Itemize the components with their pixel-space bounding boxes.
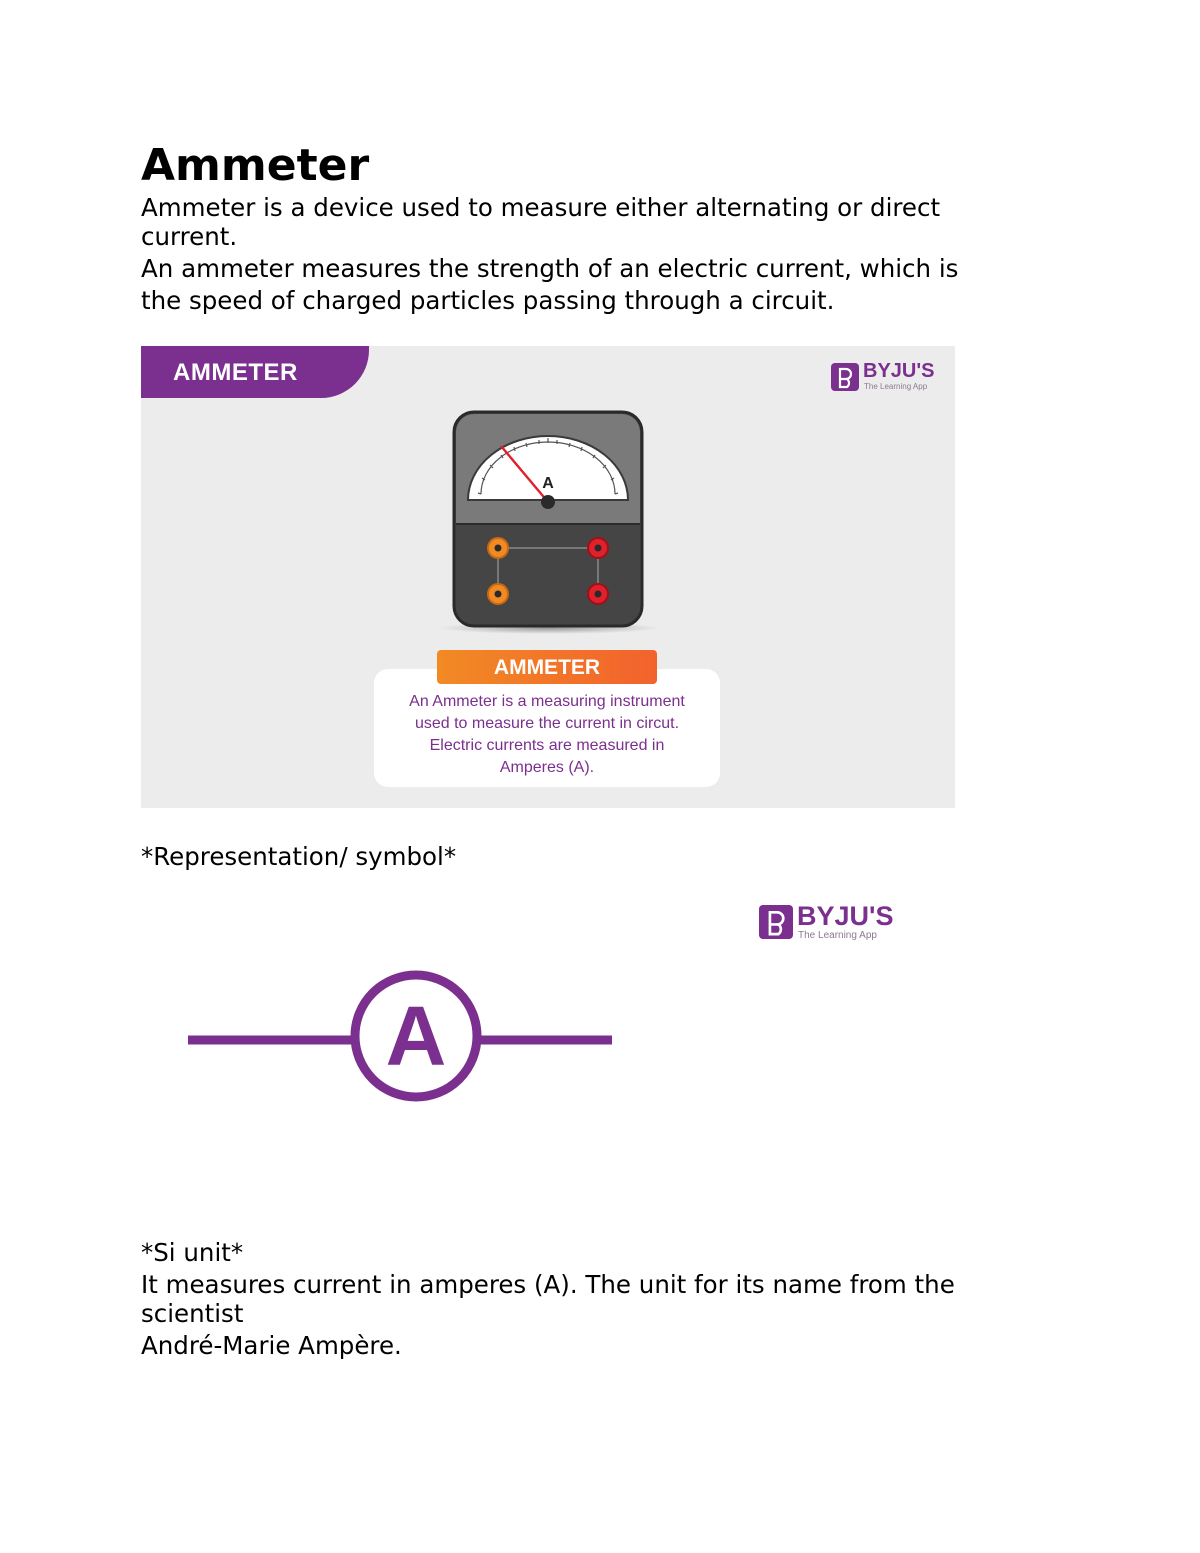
intro-line: Ammeter is a device used to measure either alternating or direct bbox=[141, 193, 941, 222]
logo-word: BYJU'S bbox=[863, 360, 935, 382]
ammeter-symbol-icon bbox=[180, 960, 620, 1110]
caption-line: Electric currents are measured in bbox=[429, 737, 665, 754]
si-unit-section bbox=[141, 1237, 1081, 1362]
si-heading: *Si unit* bbox=[141, 1238, 244, 1267]
intro-line: the speed of charged particles passing through a circuit. bbox=[141, 286, 835, 315]
intro-line: An ammeter measures the strength of an electric current, which is bbox=[141, 254, 959, 283]
meter-letter: A bbox=[542, 475, 554, 492]
byjus-logo-mark-icon bbox=[759, 905, 793, 939]
byjus-logo-mark-icon bbox=[831, 363, 859, 391]
ammeter-device-icon bbox=[441, 406, 661, 636]
caption-line: Amperes (A). bbox=[499, 759, 595, 776]
caption-text bbox=[374, 691, 720, 779]
figure-banner bbox=[141, 346, 369, 398]
intro-paragraph bbox=[141, 192, 1081, 317]
symbol-heading: *Representation/ symbol* bbox=[141, 842, 457, 871]
caption-line: used to measure the current in circut. bbox=[414, 715, 680, 732]
figure-banner-label: AMMETER bbox=[173, 359, 298, 386]
logo-mark-icon bbox=[831, 363, 859, 391]
ammeter-illustration bbox=[141, 346, 955, 808]
si-line: It measures current in amperes (A). The unit for its name from the bbox=[141, 1270, 955, 1299]
caption-title-tag bbox=[437, 650, 657, 684]
logo-mark-icon bbox=[759, 905, 793, 939]
si-line: André-Marie Ampère. bbox=[141, 1331, 402, 1360]
caption-line: An Ammeter is a measuring instrument bbox=[409, 693, 685, 710]
si-line: scientist bbox=[141, 1299, 244, 1328]
byjus-logo bbox=[831, 362, 941, 392]
byjus-logo bbox=[757, 903, 897, 943]
logo-word: BYJU'S bbox=[797, 901, 894, 931]
symbol-letter: A bbox=[385, 989, 447, 1083]
caption-box bbox=[374, 669, 720, 787]
logo-tagline: The Learning App bbox=[798, 930, 877, 941]
intro-line: current. bbox=[141, 222, 238, 251]
logo-tagline: The Learning App bbox=[864, 382, 928, 391]
page-title: Ammeter bbox=[141, 140, 370, 191]
caption-title: AMMETER bbox=[493, 656, 601, 679]
